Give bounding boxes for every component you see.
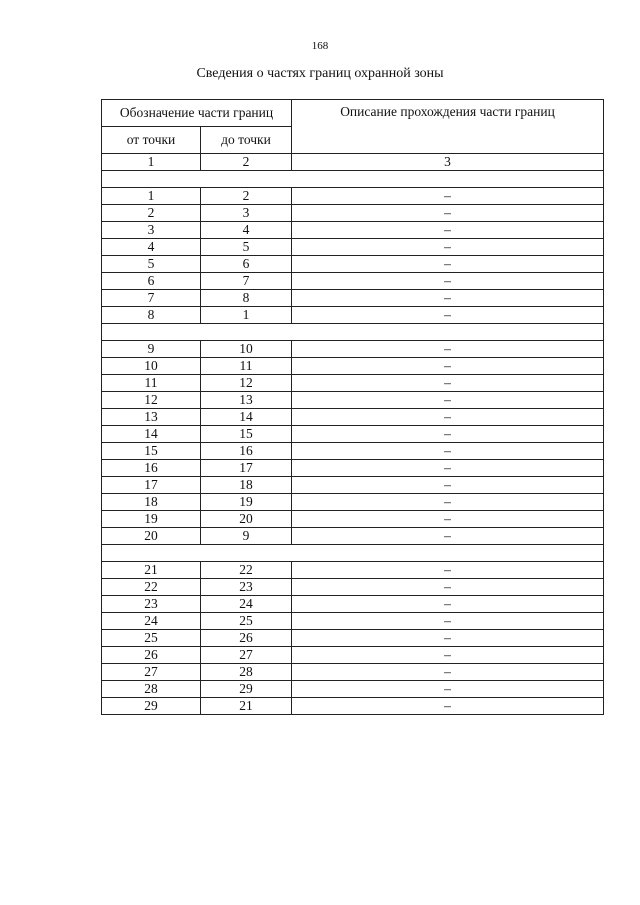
from-point-cell: 1 [102, 188, 201, 205]
table-row [102, 528, 604, 545]
boundary-parts-table [101, 99, 604, 715]
from-point-cell: 27 [102, 664, 201, 681]
group-separator-cell [102, 171, 604, 188]
to-point-cell: 19 [201, 494, 292, 511]
table-row [102, 239, 604, 256]
to-point-cell: 20 [201, 511, 292, 528]
from-point-cell: 7 [102, 290, 201, 307]
header-designation: Обозначение части границ [102, 100, 292, 127]
table-row [102, 664, 604, 681]
to-point-cell: 5 [201, 239, 292, 256]
to-point-cell: 10 [201, 341, 292, 358]
to-point-cell: 28 [201, 664, 292, 681]
table-row [102, 596, 604, 613]
from-point-cell: 3 [102, 222, 201, 239]
header-to-point: до точки [201, 127, 292, 154]
from-point-cell: 9 [102, 341, 201, 358]
from-point-cell: 22 [102, 579, 201, 596]
description-cell: – [292, 222, 604, 239]
table-row [102, 443, 604, 460]
to-point-cell: 15 [201, 426, 292, 443]
to-point-cell: 25 [201, 613, 292, 630]
from-point-cell: 11 [102, 375, 201, 392]
to-point-cell: 24 [201, 596, 292, 613]
group-separator-cell [102, 324, 604, 341]
header-description: Описание прохождения части границ [292, 100, 604, 154]
description-cell: – [292, 528, 604, 545]
table-row [102, 426, 604, 443]
description-cell: – [292, 630, 604, 647]
from-point-cell: 15 [102, 443, 201, 460]
table-row [102, 630, 604, 647]
table-row [102, 307, 604, 324]
description-cell: – [292, 188, 604, 205]
to-point-cell: 29 [201, 681, 292, 698]
description-cell: – [292, 443, 604, 460]
description-cell: – [292, 477, 604, 494]
table-row [102, 698, 604, 715]
group-separator-row [102, 171, 604, 188]
description-cell: – [292, 341, 604, 358]
table-row [102, 222, 604, 239]
to-point-cell: 7 [201, 273, 292, 290]
description-cell: – [292, 375, 604, 392]
from-point-cell: 26 [102, 647, 201, 664]
description-cell: – [292, 596, 604, 613]
table-row [102, 273, 604, 290]
description-cell: – [292, 613, 604, 630]
table-row [102, 256, 604, 273]
to-point-cell: 12 [201, 375, 292, 392]
from-point-cell: 29 [102, 698, 201, 715]
table-row [102, 647, 604, 664]
description-cell: – [292, 239, 604, 256]
to-point-cell: 16 [201, 443, 292, 460]
description-cell: – [292, 273, 604, 290]
description-cell: – [292, 579, 604, 596]
table-row [102, 409, 604, 426]
page-number: 168 [311, 40, 329, 52]
from-point-cell: 2 [102, 205, 201, 222]
from-point-cell: 13 [102, 409, 201, 426]
from-point-cell: 19 [102, 511, 201, 528]
to-point-cell: 3 [201, 205, 292, 222]
to-point-cell: 27 [201, 647, 292, 664]
to-point-cell: 22 [201, 562, 292, 579]
document-title: Сведения о частях границ охранной зоны [196, 66, 444, 81]
description-cell: – [292, 409, 604, 426]
to-point-cell: 17 [201, 460, 292, 477]
group-separator-row [102, 324, 604, 341]
table-row [102, 579, 604, 596]
to-point-cell: 11 [201, 358, 292, 375]
description-cell: – [292, 358, 604, 375]
from-point-cell: 25 [102, 630, 201, 647]
group-separator-row [102, 545, 604, 562]
from-point-cell: 10 [102, 358, 201, 375]
from-point-cell: 8 [102, 307, 201, 324]
from-point-cell: 21 [102, 562, 201, 579]
column-number: 2 [201, 154, 292, 171]
column-number: 3 [292, 154, 604, 171]
table-row [102, 460, 604, 477]
to-point-cell: 18 [201, 477, 292, 494]
to-point-cell: 2 [201, 188, 292, 205]
description-cell: – [292, 647, 604, 664]
to-point-cell: 6 [201, 256, 292, 273]
to-point-cell: 1 [201, 307, 292, 324]
table-body [102, 171, 604, 715]
table-row [102, 205, 604, 222]
from-point-cell: 14 [102, 426, 201, 443]
table-row [102, 562, 604, 579]
description-cell: – [292, 290, 604, 307]
to-point-cell: 8 [201, 290, 292, 307]
table-row [102, 681, 604, 698]
table-row [102, 341, 604, 358]
table-row [102, 392, 604, 409]
table-row [102, 188, 604, 205]
table-row [102, 375, 604, 392]
to-point-cell: 23 [201, 579, 292, 596]
header-from-point: от точки [102, 127, 201, 154]
description-cell: – [292, 460, 604, 477]
column-number: 1 [102, 154, 201, 171]
description-cell: – [292, 256, 604, 273]
from-point-cell: 4 [102, 239, 201, 256]
from-point-cell: 24 [102, 613, 201, 630]
table-row [102, 358, 604, 375]
table-row [102, 511, 604, 528]
description-cell: – [292, 205, 604, 222]
table-row [102, 494, 604, 511]
to-point-cell: 26 [201, 630, 292, 647]
from-point-cell: 20 [102, 528, 201, 545]
description-cell: – [292, 307, 604, 324]
table-row [102, 290, 604, 307]
description-cell: – [292, 698, 604, 715]
description-cell: – [292, 681, 604, 698]
group-separator-cell [102, 545, 604, 562]
from-point-cell: 23 [102, 596, 201, 613]
from-point-cell: 5 [102, 256, 201, 273]
from-point-cell: 28 [102, 681, 201, 698]
to-point-cell: 9 [201, 528, 292, 545]
from-point-cell: 16 [102, 460, 201, 477]
description-cell: – [292, 426, 604, 443]
to-point-cell: 4 [201, 222, 292, 239]
table-row [102, 477, 604, 494]
description-cell: – [292, 392, 604, 409]
from-point-cell: 12 [102, 392, 201, 409]
table-row [102, 613, 604, 630]
to-point-cell: 14 [201, 409, 292, 426]
description-cell: – [292, 511, 604, 528]
from-point-cell: 17 [102, 477, 201, 494]
to-point-cell: 13 [201, 392, 292, 409]
from-point-cell: 6 [102, 273, 201, 290]
description-cell: – [292, 494, 604, 511]
from-point-cell: 18 [102, 494, 201, 511]
description-cell: – [292, 664, 604, 681]
description-cell: – [292, 562, 604, 579]
to-point-cell: 21 [201, 698, 292, 715]
